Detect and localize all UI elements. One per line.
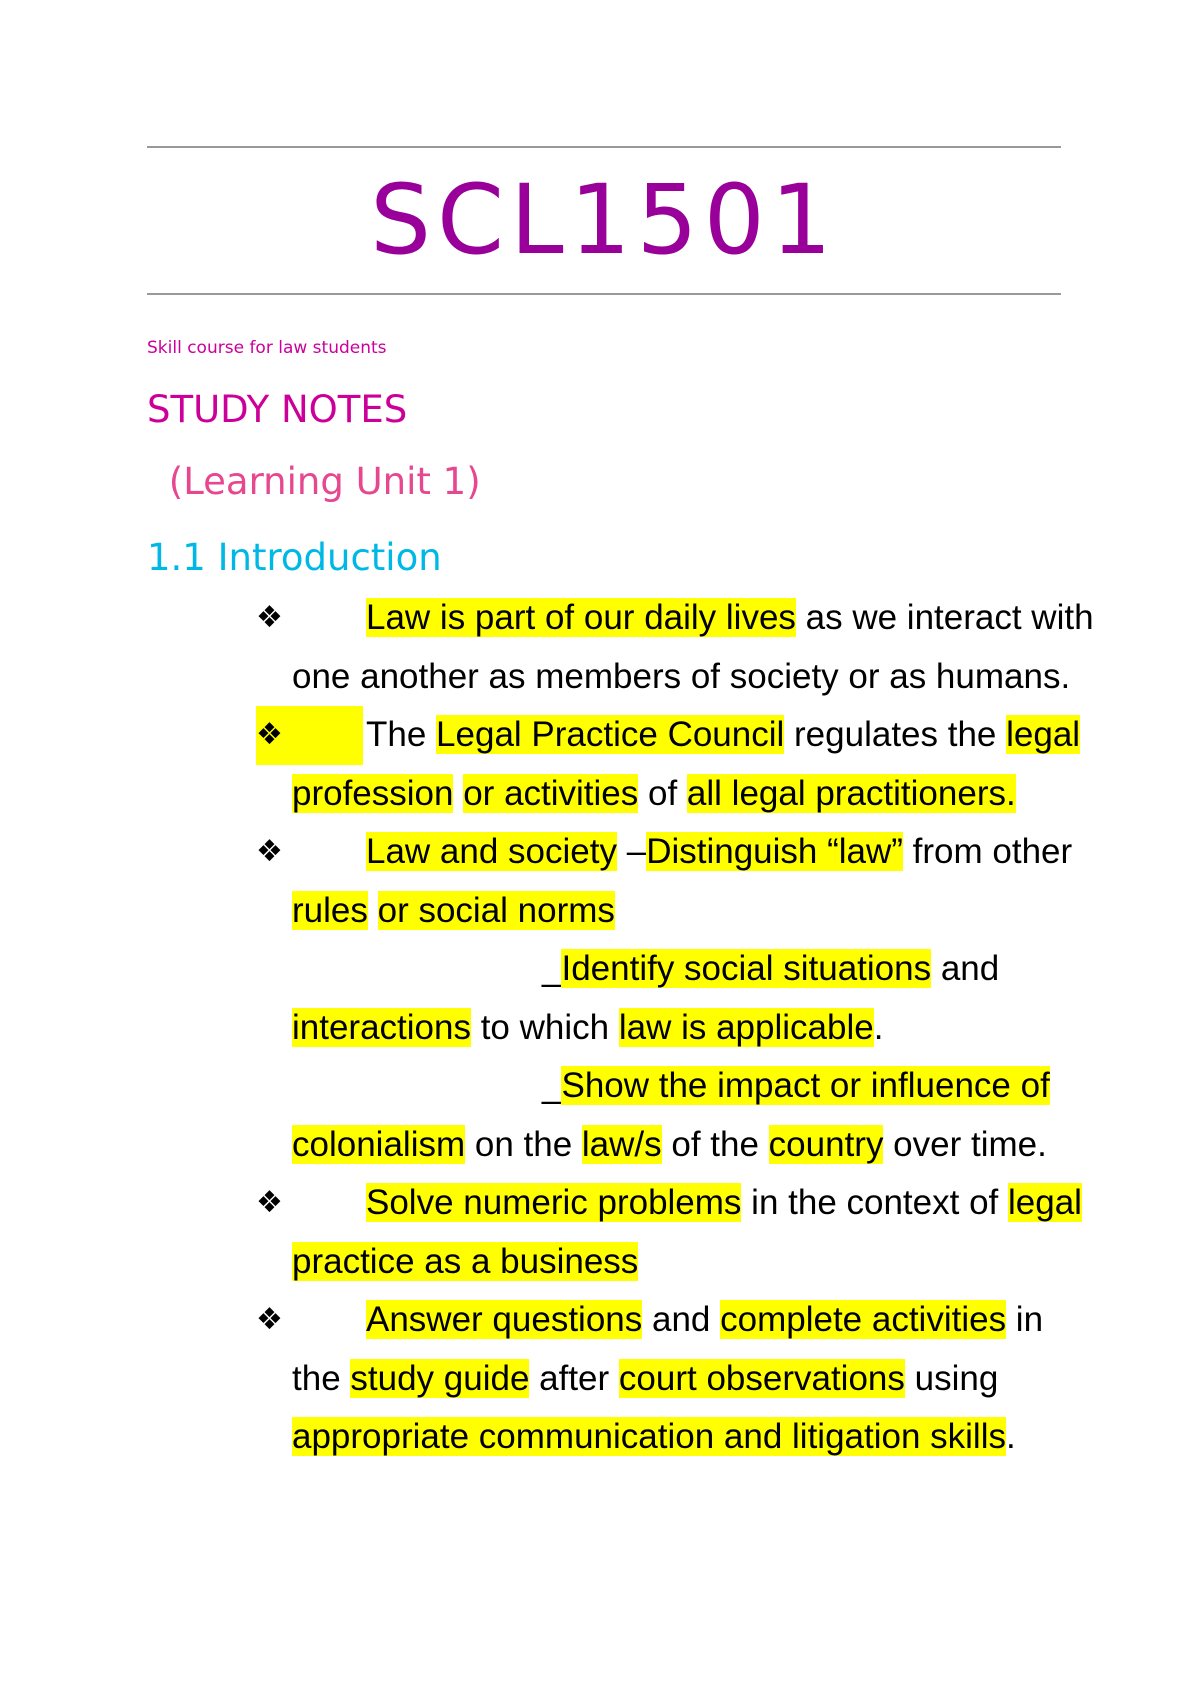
body-text: . xyxy=(873,1007,884,1047)
highlighted-text: complete activities xyxy=(720,1300,1007,1339)
list-item xyxy=(256,1174,1116,1291)
highlighted-text: appropriate communication and litigation skills xyxy=(292,1417,1006,1456)
body-text xyxy=(368,891,378,930)
course-subtitle: Skill course for law students xyxy=(147,338,387,358)
highlighted-text: Distinguish “law” xyxy=(646,832,903,871)
highlighted-text: practice as a business xyxy=(292,1241,639,1281)
highlighted-text: study guide xyxy=(350,1358,530,1398)
diamond-bullet-icon: ❖ xyxy=(256,834,283,869)
highlighted-text: Solve numeric problems xyxy=(366,1183,742,1222)
body-text: as we interact with xyxy=(795,598,1094,637)
diamond-bullet-icon: ❖ xyxy=(256,1302,283,1337)
body-text: in xyxy=(1006,1300,1044,1339)
list-item xyxy=(256,706,1116,823)
highlighted-text: Law and society xyxy=(366,832,617,871)
text-line xyxy=(256,823,1116,882)
page-title: SCL1501 xyxy=(370,164,838,276)
text-line xyxy=(256,999,1116,1058)
body-text: of the xyxy=(661,1124,769,1164)
text-line xyxy=(256,1350,1116,1409)
text-line xyxy=(256,1291,1116,1350)
text-line xyxy=(256,940,1116,999)
learning-unit-heading: (Learning Unit 1) xyxy=(157,460,481,503)
highlighted-text: interactions xyxy=(292,1007,471,1047)
body-text: the xyxy=(292,1358,351,1398)
body-text xyxy=(453,774,463,813)
top-rule xyxy=(147,146,1061,148)
body-text: after xyxy=(529,1358,619,1398)
text-line xyxy=(256,589,1116,648)
highlighted-text: Identify social situations xyxy=(561,949,932,988)
body-text: in the context of xyxy=(741,1183,1008,1222)
highlighted-text: legal xyxy=(1008,1183,1082,1222)
body-text: on the xyxy=(465,1124,582,1164)
highlighted-text: law is applicable xyxy=(618,1007,874,1047)
body-text: from other xyxy=(902,832,1073,871)
bullet-list xyxy=(256,589,1116,1467)
text-line xyxy=(256,1233,1116,1292)
highlighted-text: legal xyxy=(1006,715,1081,754)
highlighted-text: Show the impact or influence of xyxy=(561,1066,1050,1105)
text-line xyxy=(256,765,1116,824)
text-line xyxy=(256,706,1116,765)
highlighted-text: colonialism xyxy=(292,1124,466,1164)
highlighted-text: Answer questions xyxy=(366,1300,643,1339)
text-line xyxy=(256,1408,1116,1467)
list-item xyxy=(256,823,1116,1174)
highlighted-text: or social norms xyxy=(377,890,615,930)
body-text: of xyxy=(638,773,687,813)
list-item xyxy=(256,1291,1116,1467)
highlighted-text: or activities xyxy=(463,773,639,813)
highlighted-text: profession xyxy=(292,773,454,813)
body-text: _ xyxy=(542,949,562,988)
highlighted-text: country xyxy=(768,1124,884,1164)
diamond-bullet-icon: ❖ xyxy=(256,1185,283,1220)
highlighted-text: Law is part of our daily lives xyxy=(366,598,796,637)
study-notes-heading: STUDY NOTES xyxy=(147,388,408,431)
diamond-bullet-icon: ❖ xyxy=(256,600,283,635)
list-item xyxy=(256,589,1116,706)
text-line xyxy=(256,1174,1116,1233)
body-text: The xyxy=(366,715,437,754)
body-text: one another as members of society or as humans. xyxy=(292,656,1071,696)
highlighted-text: Legal Practice Council xyxy=(436,715,785,754)
body-text: regulates the xyxy=(784,715,1007,754)
body-text: to which xyxy=(470,1007,619,1047)
body-text: using xyxy=(904,1358,999,1398)
body-text: over time. xyxy=(883,1124,1047,1164)
highlighted-text: rules xyxy=(292,890,368,930)
highlighted-text: all legal practitioners. xyxy=(686,773,1016,813)
title-bottom-rule xyxy=(147,293,1061,295)
text-line xyxy=(256,1057,1116,1116)
highlighted-text: law/s xyxy=(581,1124,662,1164)
text-line xyxy=(256,1116,1116,1175)
introduction-heading: 1.1 Introduction xyxy=(147,536,442,579)
body-text: – xyxy=(616,832,647,871)
body-text: and xyxy=(642,1300,721,1339)
text-line xyxy=(256,882,1116,941)
text-line xyxy=(256,648,1116,707)
body-text: . xyxy=(1005,1417,1016,1456)
body-text: and xyxy=(931,949,1000,988)
diamond-bullet-icon: ❖ xyxy=(256,706,363,765)
highlighted-text: court observations xyxy=(618,1358,905,1398)
body-text: _ xyxy=(542,1066,562,1105)
